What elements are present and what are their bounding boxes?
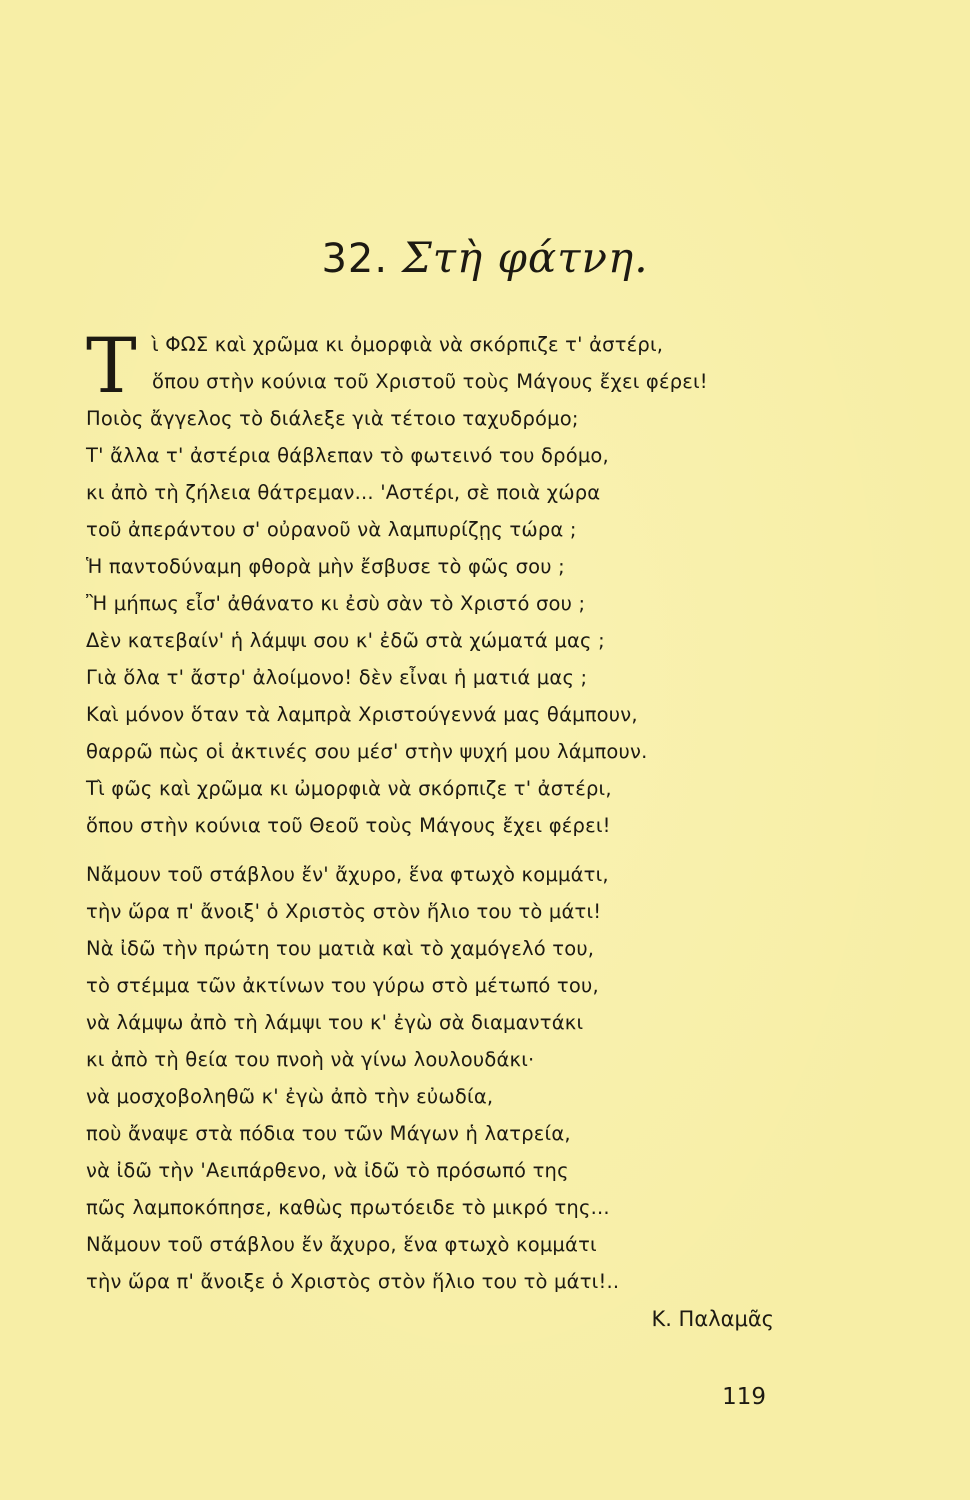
poem-title [0,228,970,289]
author-signature: Κ. Παλαμᾶς [651,1307,774,1331]
verse-line: ὅπου στὴν κούνια τοῦ Θεοῦ τοὺς Μάγους ἔχει φέρει! [86,814,611,837]
verse-line: Δὲν κατεβαίν' ἡ λάμψι σου κ' ἐδῶ στὰ χώματά μας ; [86,629,605,652]
verse-line: νὰ ἰδῶ τὴν 'Αειπάρθενο, νὰ ἰδῶ τὸ πρόσωπό της [86,1159,569,1182]
verse-line: Τ' ἄλλα τ' ἀστέρια θάβλεπαν τὸ φωτεινό του δρόμο, [86,444,609,467]
verse-line: θαρρῶ πὼς οἱ ἀκτινές σου μέσ' στὴν ψυχή μου λάμπουν. [86,740,648,763]
stanza-2 [86,856,806,1300]
verse-line: Γιὰ ὅλα τ' ἄστρ' ἀλοίμονο! δὲν εἶναι ἡ ματιά μας ; [86,666,588,689]
verse-line: Νἄμουν τοῦ στάβλου ἔν' ἄχυρο, ἕνα φτωχὸ κομμάτι, [86,863,609,886]
verse-line: ὶ ΦΩΣ καὶ χρῶμα κι ὀμορφιὰ νὰ σκόρπιζε τ' ἀστέρι, [152,333,664,356]
poem-title-text: Στὴ φάτνη. [402,233,649,282]
verse-line: Νὰ ἰδῶ τὴν πρώτη του ματιὰ καὶ τὸ χαμόγελό του, [86,937,595,960]
verse-line: τὴν ὥρα π' ἄνοιξε ὁ Χριστὸς στὸν ἥλιο του τὸ μάτι!.. [86,1270,620,1293]
verse-line: ὅπου στὴν κούνια τοῦ Χριστοῦ τοὺς Μάγους ἔχει φέρει! [152,370,708,393]
verse-line: νὰ λάμψω ἀπὸ τὴ λάμψι του κ' ἐγὼ σὰ διαμαντάκι [86,1011,584,1034]
verse-line: τὴν ὥρα π' ἄνοιξ' ὁ Χριστὸς στὸν ἥλιο του τὸ μάτι! [86,900,602,923]
verse-line: τὸ στέμμα τῶν ἀκτίνων του γύρω στὸ μέτωπό του, [86,974,599,997]
verse-line: πῶς λαμποκόπησε, καθὼς πρωτόειδε τὸ μικρό της... [86,1196,610,1219]
page-number: 119 [722,1384,766,1410]
verse-line: κι ἀπὸ τὴ θεία του πνοὴ νὰ γίνω λουλουδάκι· [86,1048,535,1071]
verse-line: Νἄμουν τοῦ στάβλου ἔν ἄχυρο, ἕνα φτωχὸ κομμάτι [86,1233,597,1256]
verse-line: ποὺ ἄναψε στὰ πόδια του τῶν Μάγων ἡ λατρεία, [86,1122,571,1145]
verse-line: τοῦ ἀπεράντου σ' οὐρανοῦ νὰ λαμπυρίζῃς τώρα ; [86,518,577,541]
drop-cap: T [86,321,137,410]
verse-line: Ἡ παντοδύναμη φθορὰ μὴν ἔσβυσε τὸ φῶς σου ; [86,555,565,578]
verse-line: Καὶ μόνον ὅταν τὰ λαμπρὰ Χριστούγεννά μας θάμπουν, [86,703,638,726]
verse-line: Τὶ φῶς καὶ χρῶμα κι ὠμορφιὰ νὰ σκόρπιζε τ' ἀστέρι, [86,777,612,800]
verse-line: νὰ μοσχοβοληθῶ κ' ἐγὼ ἀπὸ τὴν εὐωδία, [86,1085,494,1108]
verse-line: Ἢ μήπως εἶσ' ἀθάνατο κι ἐσὺ σὰν τὸ Χριστό σου ; [86,592,586,615]
verse-line: Ποιὸς ἄγγελος τὸ διάλεξε γιὰ τέτοιο ταχυδρόμο; [86,407,579,430]
stanza-1 [86,321,806,844]
verse-line: κι ἀπὸ τὴ ζήλεια θάτρεμαν... 'Αστέρι, σὲ ποιὰ χώρα [86,481,601,504]
poem-number: 32. [321,236,389,282]
